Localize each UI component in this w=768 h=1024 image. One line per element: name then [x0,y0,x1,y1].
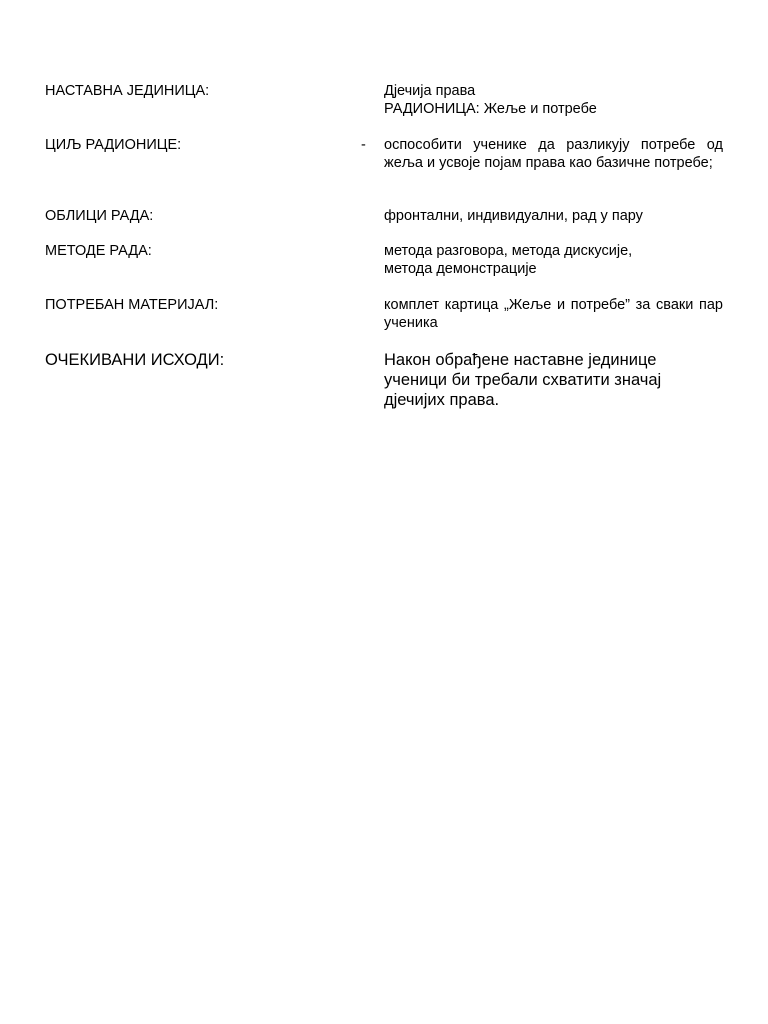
list-dash: - [361,137,366,153]
work-forms-label: ОБЛИЦИ РАДА: [45,208,154,224]
expected-outcomes-label: ОЧЕКИВАНИ ИСХОДИ: [45,351,225,369]
teaching-unit-label: НАСТАВНА ЈЕДИНИЦА: [45,83,210,99]
teaching-unit-title: Дјечија права [384,83,476,99]
workshop-goal-label: ЦИЉ РАДИОНИЦЕ: [45,137,182,153]
expected-outcomes-text: Након обрађене наставне јединице ученици би требали схватити значај дјечијих права. [384,351,662,409]
workshop-goal-text: оспособити ученике да разликују потребе од жеља и усвоје појам права као базичне потребе; [384,137,723,171]
work-methods-line-1: метода разговора, метода дискусије, [384,243,633,259]
workshop-title: РАДИОНИЦА: Жеље и потребе [384,101,597,117]
teaching-unit-value [384,82,723,118]
work-methods-line-2: метода демонстрације [384,261,537,277]
required-material-label: ПОТРЕБАН МАТЕРИЈАЛ: [45,297,219,313]
work-methods-value [384,242,723,278]
work-methods-label: МЕТОДЕ РАДА: [45,243,152,259]
work-forms-text: фронтални, индивидуални, рад у пару [384,208,643,224]
required-material-text: комплет картица „Жеље и потребе” за сваки пар ученика [384,297,723,331]
